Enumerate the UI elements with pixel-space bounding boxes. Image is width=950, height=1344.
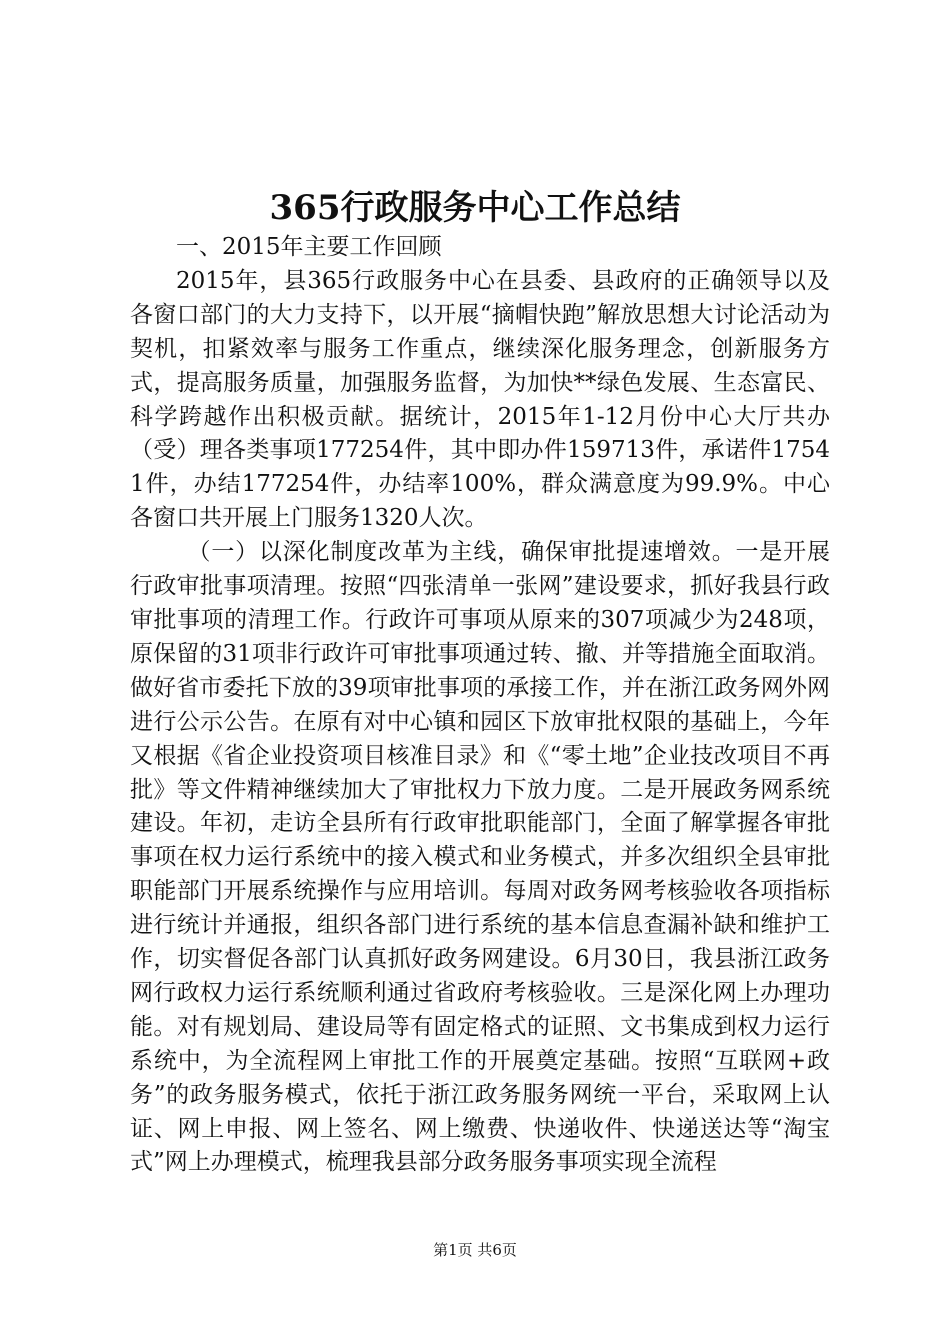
body-paragraph: 2015年，县365行政服务中心在县委、县政府的正确领导以及各窗口部门的大力支持下，以开展“摘帽快跑”解放思想大讨论活动为契机，扣紧效率与服务工作重点，继续深化服务理念，创新服务方式，提高服务质量，加强服务监督，为加快**绿色发展、生态富民、科学跨越作出积极贡献。据统计，2015年1-12月份中心大厅共办（受）理各类事项177254件，其中即办件159713件，承诺件17541件，办结177254件，办结率100%，群众满意度为99.9%。中心各窗口共开展上门服务1320人次。 bbox=[130, 267, 830, 532]
page-number: 第1页 共6页 bbox=[433, 1241, 517, 1259]
section-heading: 一、2015年主要工作回顾 bbox=[176, 234, 442, 260]
body-paragraph: （一）以深化制度改革为主线，确保审批提速增效。一是开展行政审批事项清理。按照“四张清单一张网”建设要求，抓好我县行政审批事项的清理工作。行政许可事项从原来的307项减少为248项，原保留的31项非行政许可审批事项通过转、撤、并等措施全面取消。做好省市委托下放的39项审批事项的承接工作，并在浙江政务网外网进行公示公告。在原有对中心镇和园区下放审批权限的基础上，今年又根据《省企业投资项目核准目录》和《“零土地”企业技改项目不再批》等文件精神继续加大了审批权力下放力度。二是开展政务网系统建设。年初，走访全县所有行政审批职能部门，全面了解掌握各审批事项在权力运行系统中的接入模式和业务模式，并多次组织全县审批职能部门开展系统操作与应用培训。每周对政务网考核验收各项指标进行统计并通报，组织各部门进行系统的基本信息查漏补缺和维护工作，切实督促各部门认真抓好政务网建设。6月30日，我县浙江政务网行政权力运行系统顺利通过省政府考核验收。三是深化网上办理功能。对有规划局、建设局等有固定格式的证照、文书集成到权力运行系统中，为全流程网上审批工作的开展奠定基础。按照“互联网+政务”的政务服务模式，依托于浙江政务服务网统一平台，采取网上认证、网上申报、网上签名、网上缴费、快递收件、快递送达等“淘宝式”网上办理模式，梳理我县部分政务服务事项实现全流程 bbox=[130, 539, 830, 1176]
document-body bbox=[130, 231, 830, 1180]
document-title: 365行政服务中心工作总结 bbox=[269, 188, 681, 228]
